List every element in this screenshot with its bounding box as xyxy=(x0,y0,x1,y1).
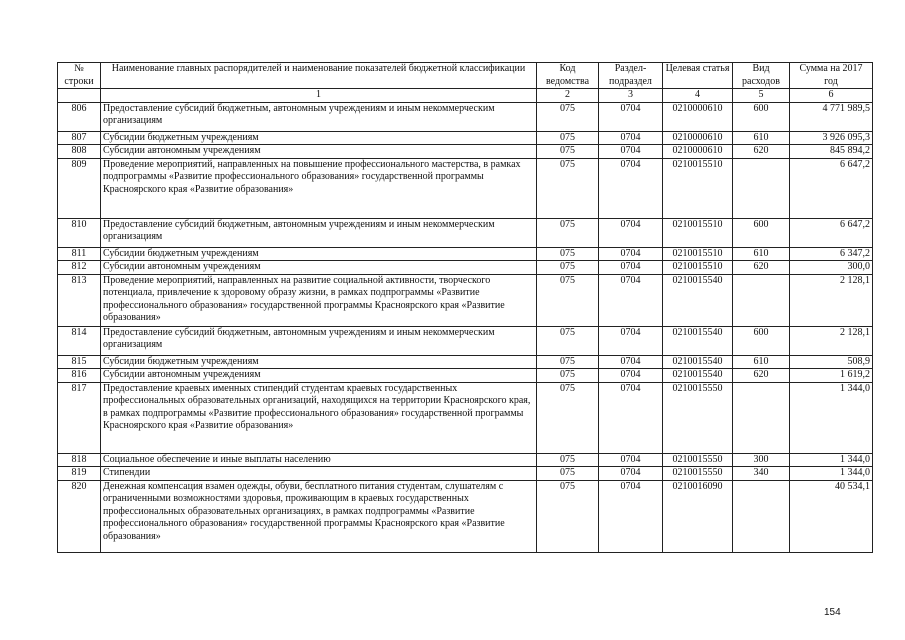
row-sum: 6 347,2 xyxy=(790,247,873,261)
row-name: Стипендии xyxy=(101,467,537,481)
row-section: 0704 xyxy=(599,355,663,369)
table-row xyxy=(58,274,873,326)
row-name: Субсидии автономным учреждениям xyxy=(101,261,537,275)
row-number: 816 xyxy=(58,369,101,383)
row-target: 0210015550 xyxy=(663,467,733,481)
row-code: 075 xyxy=(537,480,599,552)
row-sum: 300,0 xyxy=(790,261,873,275)
row-code: 075 xyxy=(537,261,599,275)
header-section: Раздел-подраздел xyxy=(599,63,663,89)
row-target: 0210015510 xyxy=(663,158,733,218)
row-target: 0210015510 xyxy=(663,261,733,275)
row-type: 620 xyxy=(733,145,790,159)
row-section: 0704 xyxy=(599,131,663,145)
row-section: 0704 xyxy=(599,326,663,355)
row-name: Денежная компенсация взамен одежды, обуви, бесплатного питания студентам, слушателям с ограниченными возможностями здоровья, проживающим в краевых государственных профессиональных образовательных организациях, в рамках подпрограммы «Развитие профессионального образования» государственной программы Красноярского края «Развитие образования» xyxy=(101,480,537,552)
row-sum: 6 647,2 xyxy=(790,158,873,218)
numbering-4: 4 xyxy=(663,89,733,103)
row-type xyxy=(733,274,790,326)
row-code: 075 xyxy=(537,131,599,145)
header-target: Целевая статья xyxy=(663,63,733,89)
table-row xyxy=(58,218,873,247)
row-type xyxy=(733,382,790,453)
row-target: 0210015540 xyxy=(663,369,733,383)
row-type: 340 xyxy=(733,467,790,481)
row-type: 300 xyxy=(733,453,790,467)
table-row xyxy=(58,131,873,145)
table-row xyxy=(58,355,873,369)
row-number: 815 xyxy=(58,355,101,369)
header-sum: Сумма на 2017 год xyxy=(790,63,873,89)
table-row xyxy=(58,326,873,355)
row-code: 075 xyxy=(537,218,599,247)
row-name: Субсидии бюджетным учреждениям xyxy=(101,131,537,145)
row-target: 0210015540 xyxy=(663,274,733,326)
row-code: 075 xyxy=(537,247,599,261)
row-sum: 40 534,1 xyxy=(790,480,873,552)
row-number: 810 xyxy=(58,218,101,247)
row-name: Субсидии автономным учреждениям xyxy=(101,369,537,383)
numbering-row xyxy=(58,89,873,103)
row-target: 0210000610 xyxy=(663,131,733,145)
header-type: Вид расходов xyxy=(733,63,790,89)
table-row xyxy=(58,145,873,159)
numbering-empty xyxy=(58,89,101,103)
row-code: 075 xyxy=(537,158,599,218)
row-target: 0210015540 xyxy=(663,355,733,369)
row-section: 0704 xyxy=(599,102,663,131)
row-number: 811 xyxy=(58,247,101,261)
row-number: 812 xyxy=(58,261,101,275)
row-target: 0210000610 xyxy=(663,145,733,159)
row-type xyxy=(733,480,790,552)
row-sum: 2 128,1 xyxy=(790,326,873,355)
row-section: 0704 xyxy=(599,369,663,383)
row-section: 0704 xyxy=(599,382,663,453)
row-name: Проведение мероприятий, направленных на повышение профессионального мастерства, в рамках подпрограммы «Развитие профессионального образования» государственной программы Красноярского края «Развитие образования» xyxy=(101,158,537,218)
row-number: 807 xyxy=(58,131,101,145)
header-name: Наименование главных распорядителей и наименование показателей бюджетной классификации xyxy=(101,63,537,89)
row-name: Предоставление субсидий бюджетным, автономным учреждениям и иным некоммерческим организациям xyxy=(101,102,537,131)
row-number: 814 xyxy=(58,326,101,355)
row-sum: 4 771 989,5 xyxy=(790,102,873,131)
header-no: № строки xyxy=(58,63,101,89)
row-type: 610 xyxy=(733,247,790,261)
row-code: 075 xyxy=(537,274,599,326)
row-type: 620 xyxy=(733,369,790,383)
row-name: Проведение мероприятий, направленных на развитие социальной активности, творческого потенциала, привлечение к здоровому образу жизни, в рамках подпрограммы «Развитие профессионального образования» государственной программы Красноярского края «Развитие образования» xyxy=(101,274,537,326)
row-section: 0704 xyxy=(599,453,663,467)
row-code: 075 xyxy=(537,453,599,467)
row-name: Субсидии автономным учреждениям xyxy=(101,145,537,159)
numbering-1: 1 xyxy=(101,89,537,103)
header-code: Код ведомства xyxy=(537,63,599,89)
row-code: 075 xyxy=(537,326,599,355)
table-row xyxy=(58,102,873,131)
row-name: Субсидии бюджетным учреждениям xyxy=(101,247,537,261)
table-header xyxy=(58,63,873,103)
row-type: 610 xyxy=(733,131,790,145)
row-target: 0210016090 xyxy=(663,480,733,552)
table-row xyxy=(58,261,873,275)
table-row xyxy=(58,369,873,383)
row-sum: 6 647,2 xyxy=(790,218,873,247)
row-section: 0704 xyxy=(599,247,663,261)
row-section: 0704 xyxy=(599,467,663,481)
row-section: 0704 xyxy=(599,158,663,218)
row-number: 820 xyxy=(58,480,101,552)
table-row xyxy=(58,158,873,218)
table-row xyxy=(58,480,873,552)
row-code: 075 xyxy=(537,369,599,383)
row-sum: 3 926 095,3 xyxy=(790,131,873,145)
row-code: 075 xyxy=(537,102,599,131)
row-target: 0210015550 xyxy=(663,382,733,453)
row-section: 0704 xyxy=(599,480,663,552)
row-type: 600 xyxy=(733,326,790,355)
row-type: 600 xyxy=(733,102,790,131)
row-target: 0210015540 xyxy=(663,326,733,355)
row-section: 0704 xyxy=(599,274,663,326)
numbering-3: 3 xyxy=(599,89,663,103)
row-number: 818 xyxy=(58,453,101,467)
row-number: 809 xyxy=(58,158,101,218)
row-code: 075 xyxy=(537,145,599,159)
row-number: 817 xyxy=(58,382,101,453)
table-body xyxy=(58,102,873,552)
row-sum: 1 619,2 xyxy=(790,369,873,383)
row-code: 075 xyxy=(537,355,599,369)
row-number: 813 xyxy=(58,274,101,326)
row-section: 0704 xyxy=(599,145,663,159)
row-number: 806 xyxy=(58,102,101,131)
row-number: 819 xyxy=(58,467,101,481)
header-row xyxy=(58,63,873,89)
row-number: 808 xyxy=(58,145,101,159)
numbering-5: 5 xyxy=(733,89,790,103)
row-code: 075 xyxy=(537,382,599,453)
row-name: Предоставление краевых именных стипендий студентам краевых государственных профессиональных образовательных организаций, находящихся на территории Красноярского края, в рамках подпрограммы «Развитие профессионального образования» государственной программы Красноярского края «Развитие образования» xyxy=(101,382,537,453)
row-sum: 2 128,1 xyxy=(790,274,873,326)
row-name: Социальное обеспечение и иные выплаты населению xyxy=(101,453,537,467)
row-name: Субсидии бюджетным учреждениям xyxy=(101,355,537,369)
table-row xyxy=(58,453,873,467)
row-sum: 508,9 xyxy=(790,355,873,369)
row-type: 600 xyxy=(733,218,790,247)
row-name: Предоставление субсидий бюджетным, автономным учреждениям и иным некоммерческим организациям xyxy=(101,218,537,247)
row-sum: 1 344,0 xyxy=(790,382,873,453)
table-row xyxy=(58,247,873,261)
row-type: 610 xyxy=(733,355,790,369)
row-name: Предоставление субсидий бюджетным, автономным учреждениям и иным некоммерческим организациям xyxy=(101,326,537,355)
row-type xyxy=(733,158,790,218)
row-target: 0210000610 xyxy=(663,102,733,131)
row-target: 0210015510 xyxy=(663,218,733,247)
row-sum: 1 344,0 xyxy=(790,467,873,481)
row-sum: 845 894,2 xyxy=(790,145,873,159)
row-section: 0704 xyxy=(599,218,663,247)
numbering-6: 6 xyxy=(790,89,873,103)
table-row xyxy=(58,467,873,481)
row-type: 620 xyxy=(733,261,790,275)
budget-table xyxy=(57,62,873,553)
row-code: 075 xyxy=(537,467,599,481)
row-target: 0210015550 xyxy=(663,453,733,467)
row-sum: 1 344,0 xyxy=(790,453,873,467)
row-section: 0704 xyxy=(599,261,663,275)
page-number: 154 xyxy=(824,607,841,618)
table-row xyxy=(58,382,873,453)
row-target: 0210015510 xyxy=(663,247,733,261)
numbering-2: 2 xyxy=(537,89,599,103)
